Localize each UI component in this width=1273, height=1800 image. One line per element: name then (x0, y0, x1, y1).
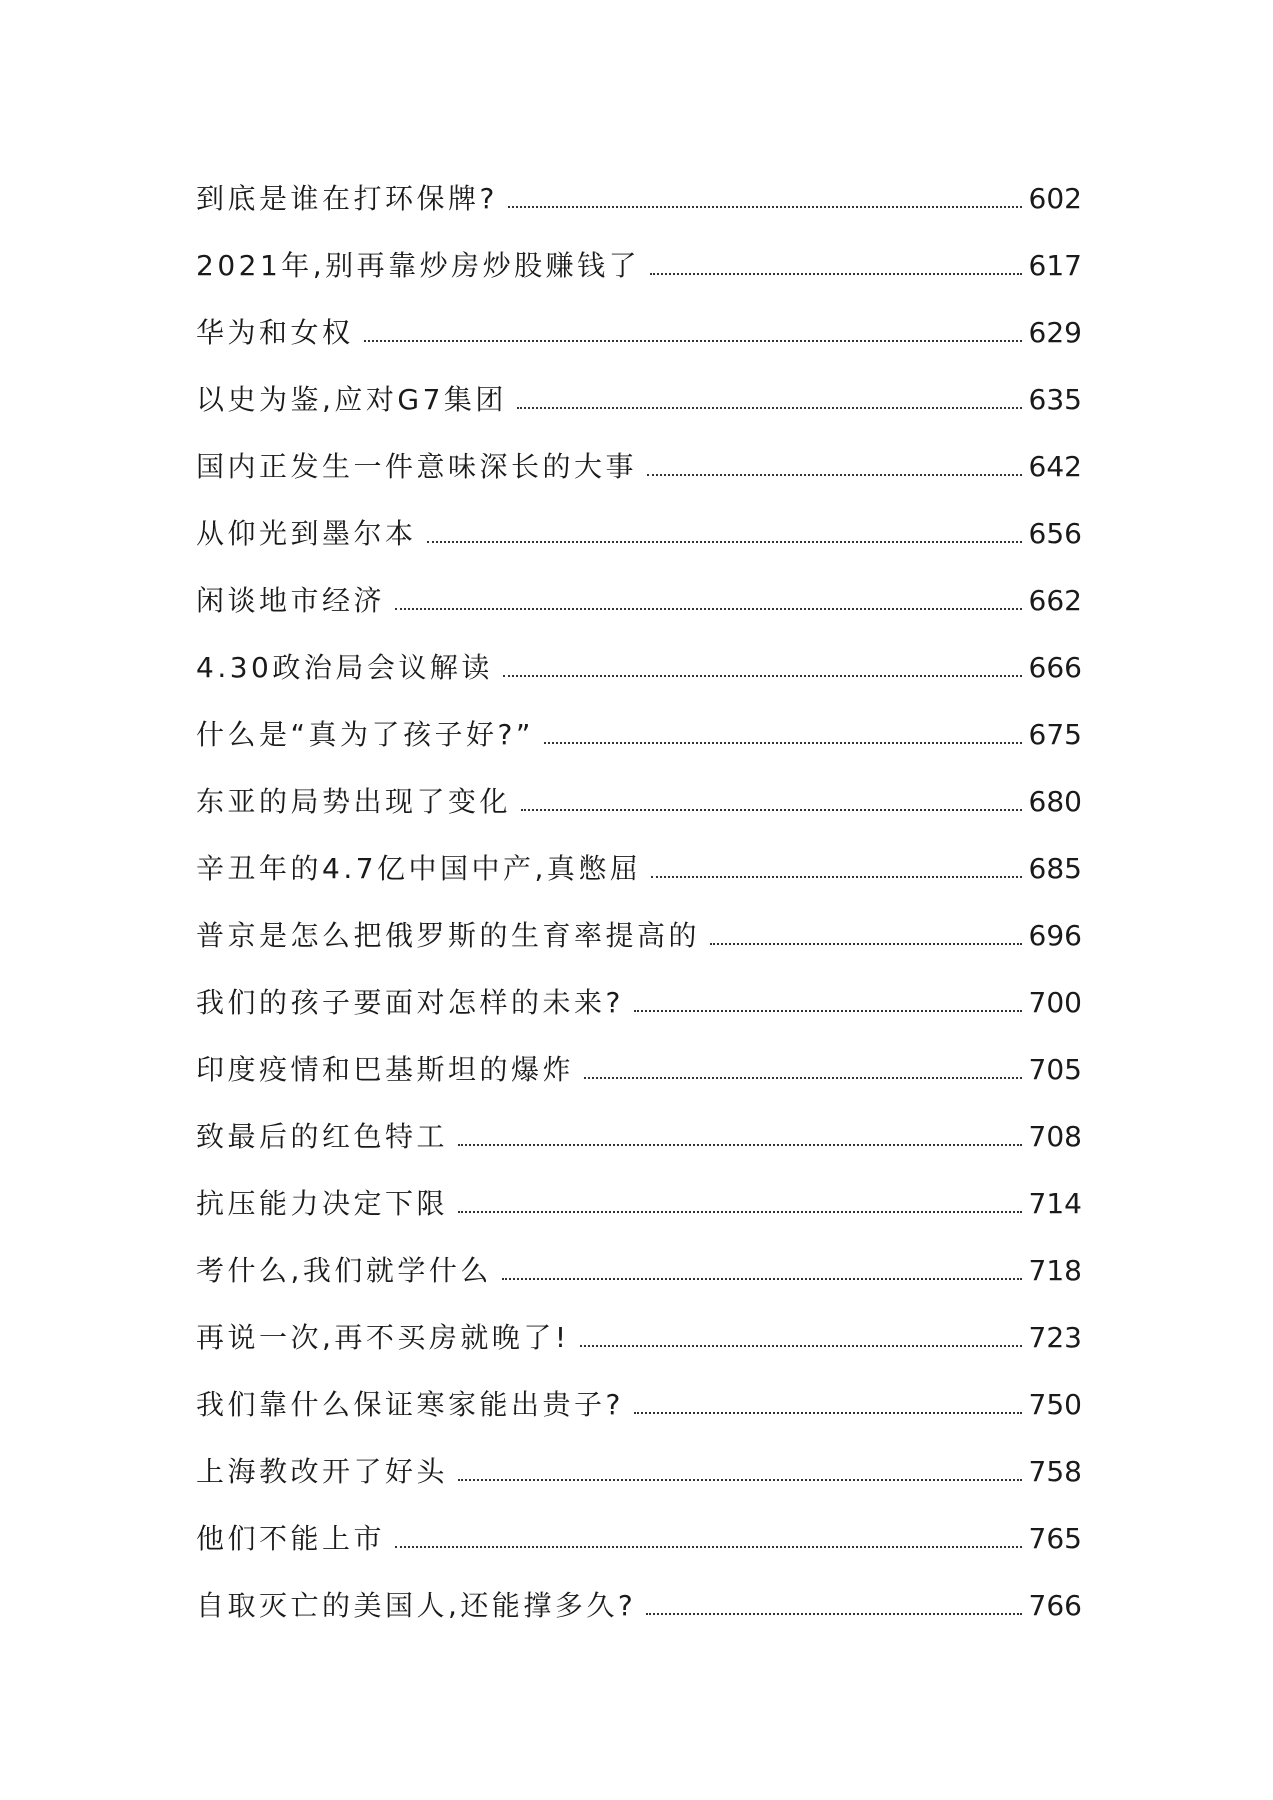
toc-leader-dots (634, 1411, 1022, 1414)
toc-entry-title: 什么是“真为了孩子好?” (196, 718, 534, 751)
toc-entry[interactable] (196, 1433, 1082, 1500)
toc-entry-page: 758 (1028, 1455, 1082, 1488)
toc-leader-dots (395, 1545, 1022, 1548)
toc-entry-page: 666 (1028, 651, 1082, 684)
toc-entry[interactable] (196, 1500, 1082, 1567)
toc-entry-page: 629 (1028, 316, 1082, 349)
toc-entry[interactable] (196, 1031, 1082, 1098)
toc-entry-page: 765 (1028, 1522, 1082, 1555)
toc-entry[interactable] (196, 361, 1082, 428)
toc-entry[interactable] (196, 1299, 1082, 1366)
toc-entry[interactable] (196, 1232, 1082, 1299)
toc-entry-title: 自取灭亡的美国人,还能撑多久? (196, 1589, 637, 1622)
toc-entry-page: 675 (1028, 718, 1082, 751)
toc-entry-title: 考什么,我们就学什么 (196, 1254, 492, 1287)
toc-leader-dots (710, 942, 1022, 945)
toc-leader-dots (650, 272, 1022, 275)
toc-leader-dots (364, 339, 1022, 342)
toc-leader-dots (544, 741, 1022, 744)
toc-leader-dots (647, 473, 1022, 476)
toc-entry-title: 我们靠什么保证寒家能出贵子? (196, 1388, 624, 1421)
toc-entry-title: 他们不能上市 (196, 1522, 386, 1555)
toc-entry-title: 再说一次,再不买房就晚了! (196, 1321, 570, 1354)
toc-entry[interactable] (196, 1366, 1082, 1433)
toc-entry-title: 华为和女权 (196, 316, 354, 349)
toc-entry-page: 714 (1028, 1187, 1082, 1220)
toc-leader-dots (427, 540, 1022, 543)
toc-entry[interactable] (196, 294, 1082, 361)
toc-entry-title: 东亚的局势出现了变化 (196, 785, 512, 818)
toc-entry-page: 696 (1028, 919, 1082, 952)
toc-entry[interactable] (196, 495, 1082, 562)
toc-entry-page: 635 (1028, 383, 1082, 416)
toc-entry[interactable] (196, 1098, 1082, 1165)
toc-entry-title: 上海教改开了好头 (196, 1455, 449, 1488)
toc-leader-dots (508, 205, 1022, 208)
toc-leader-dots (634, 1009, 1022, 1012)
toc-entry[interactable] (196, 1165, 1082, 1232)
toc-entry-title: 到底是谁在打环保牌? (196, 182, 498, 215)
toc-entry-page: 718 (1028, 1254, 1082, 1287)
toc-leader-dots (521, 808, 1022, 811)
toc-entry[interactable] (196, 696, 1082, 763)
toc-leader-dots (458, 1210, 1022, 1213)
toc-leader-dots (651, 875, 1022, 878)
toc-entry-title: 辛丑年的4.7亿中国中产,真憋屈 (196, 852, 642, 885)
toc-entry[interactable] (196, 562, 1082, 629)
toc-leader-dots (395, 607, 1022, 610)
toc-entry[interactable] (196, 629, 1082, 696)
toc-entry-title: 闲谈地市经济 (196, 584, 386, 617)
toc-entry-page: 617 (1028, 249, 1082, 282)
toc-entry-title: 普京是怎么把俄罗斯的生育率提高的 (196, 919, 701, 952)
toc-entry-page: 680 (1028, 785, 1082, 818)
toc-leader-dots (517, 406, 1022, 409)
toc-entry-page: 642 (1028, 450, 1082, 483)
toc-entry-page: 700 (1028, 986, 1082, 1019)
toc-entry-page: 723 (1028, 1321, 1082, 1354)
toc-entry-page: 708 (1028, 1120, 1082, 1153)
toc-entry-page: 602 (1028, 182, 1082, 215)
toc-entry[interactable] (196, 763, 1082, 830)
toc-entry[interactable] (196, 160, 1082, 227)
table-of-contents (196, 160, 1082, 1634)
toc-entry[interactable] (196, 1567, 1082, 1634)
toc-leader-dots (503, 674, 1022, 677)
toc-entry-title: 抗压能力决定下限 (196, 1187, 449, 1220)
toc-entry[interactable] (196, 830, 1082, 897)
toc-entry-page: 705 (1028, 1053, 1082, 1086)
toc-entry-title: 以史为鉴,应对G7集团 (196, 383, 507, 416)
toc-entry-page: 662 (1028, 584, 1082, 617)
toc-entry-page: 685 (1028, 852, 1082, 885)
toc-entry-title: 致最后的红色特工 (196, 1120, 449, 1153)
toc-entry-title: 从仰光到墨尔本 (196, 517, 417, 550)
toc-leader-dots (502, 1277, 1022, 1280)
toc-leader-dots (458, 1143, 1022, 1146)
toc-entry-title: 国内正发生一件意味深长的大事 (196, 450, 638, 483)
toc-leader-dots (458, 1478, 1022, 1481)
toc-leader-dots (646, 1612, 1022, 1615)
toc-entry-title: 印度疫情和巴基斯坦的爆炸 (196, 1053, 575, 1086)
toc-entry-page: 750 (1028, 1388, 1082, 1421)
toc-entry-title: 4.30政治局会议解读 (196, 651, 493, 684)
toc-entry-page: 656 (1028, 517, 1082, 550)
toc-entry[interactable] (196, 428, 1082, 495)
toc-entry[interactable] (196, 964, 1082, 1031)
toc-leader-dots (584, 1076, 1022, 1079)
toc-entry-page: 766 (1028, 1589, 1082, 1622)
toc-entry-title: 2021年,别再靠炒房炒股赚钱了 (196, 249, 641, 282)
toc-leader-dots (580, 1344, 1022, 1347)
toc-entry[interactable] (196, 897, 1082, 964)
toc-entry-title: 我们的孩子要面对怎样的未来? (196, 986, 624, 1019)
toc-entry[interactable] (196, 227, 1082, 294)
